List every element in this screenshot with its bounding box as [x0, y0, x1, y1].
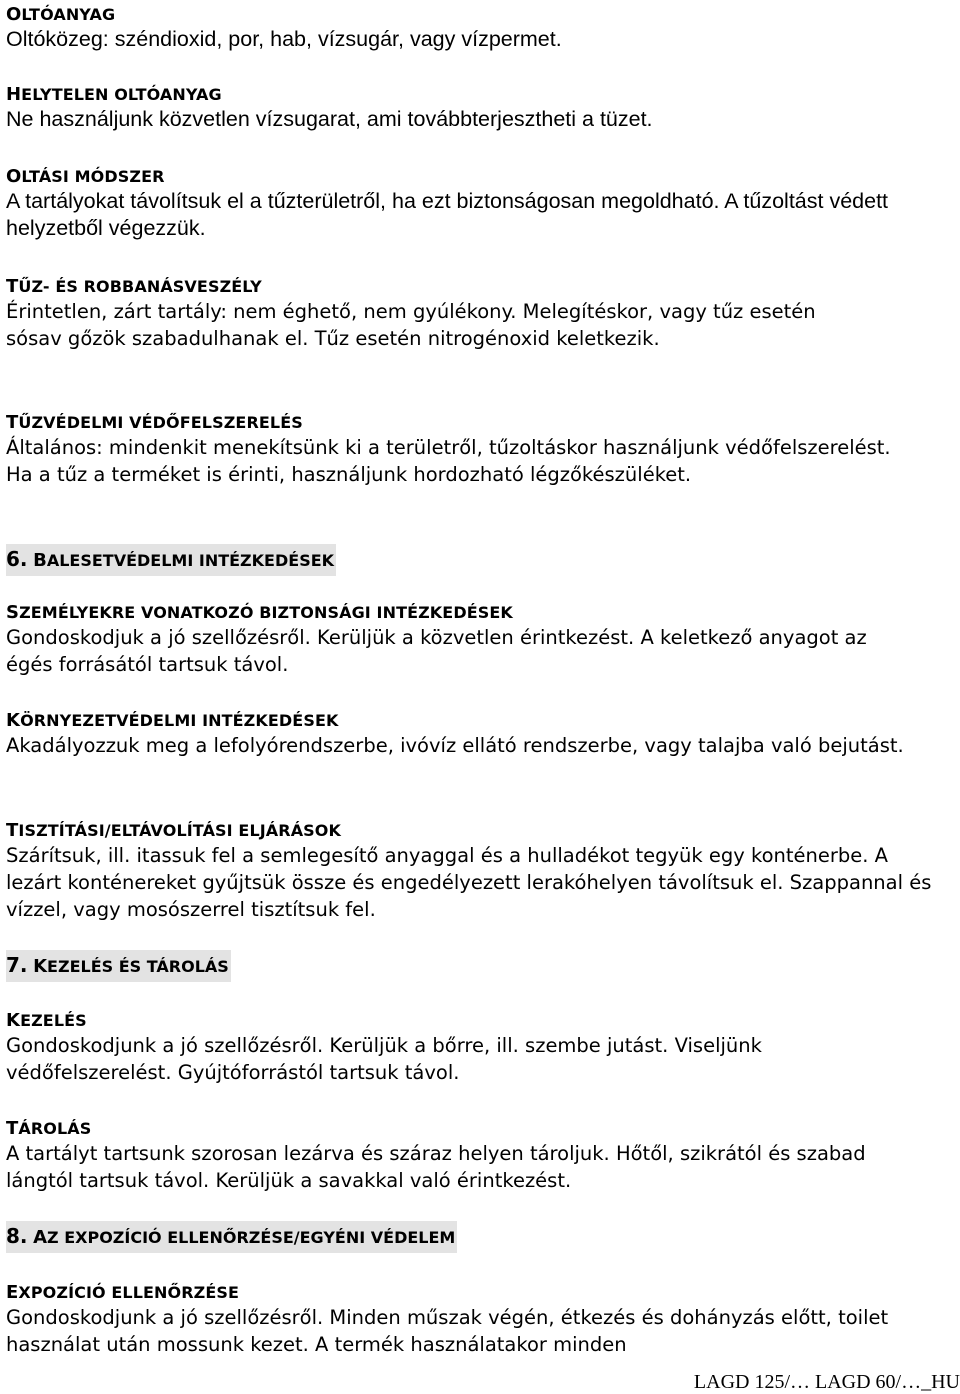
section-heading: OLTÓANYAG	[6, 4, 116, 25]
section-extinguishing-method	[6, 166, 952, 242]
section-fire-protection-equipment	[6, 412, 952, 488]
section-heading: TÁROLÁS	[6, 1118, 92, 1139]
section-handling	[6, 1010, 952, 1086]
section-extinguishing-media	[6, 4, 952, 53]
section-text: Oltóközeg: széndioxid, por, hab, vízsugár, vagy vízpermet.	[6, 27, 562, 51]
section-heading: OLTÁSI MÓDSZER	[6, 166, 165, 187]
section-exposure-controls	[6, 1282, 952, 1358]
section-environmental-precautions	[6, 710, 952, 759]
section-heading: EXPOZÍCIÓ ELLENŐRZÉSE	[6, 1282, 240, 1303]
section-fire-explosion-hazard	[6, 276, 952, 352]
page-footer: LAGD 125/… LAGD 60/…_HU	[693, 1371, 960, 1393]
section-personal-precautions	[6, 602, 952, 678]
section-text: Gondoskodjunk a jó szellőzésről. Kerüljük a bőrre, ill. szembe jutást. Viseljünk védőfelszerelést. Gyújtóforrástól tartsuk távol.	[6, 1034, 762, 1084]
section-heading: KÖRNYEZETVÉDELMI INTÉZKEDÉSEK	[6, 710, 339, 731]
section-text: A tartályt tartsunk szorosan lezárva és száraz helyen tároljuk. Hőtől, szikrától és szabad lángtól tartsuk távol. Kerüljük a savakkal való érintkezést.	[6, 1142, 866, 1192]
section-storage	[6, 1118, 952, 1194]
section-heading: HELYTELEN OLTÓANYAG	[6, 84, 222, 105]
section-text: Érintetlen, zárt tartály: nem éghető, nem gyúlékony. Melegítéskor, vagy tűz esetén sósav gőzök szabadulhanak el. Tűz esetén nitrogénoxid keletkezik.	[6, 300, 816, 350]
chapter-8-heading	[6, 1221, 952, 1253]
chapter-banner: 8. AZ EXPOZÍCIÓ ELLENŐRZÉSE/EGYÉNI VÉDELEM	[6, 1221, 457, 1253]
section-unsuitable-media	[6, 84, 952, 133]
section-text: Általános: mindenkit menekítsünk ki a területről, tűzoltáskor használjunk védőfelszerelést. Ha a tűz a terméket is érinti, használjunk hordozható légzőkészüléket.	[6, 436, 891, 486]
section-heading: SZEMÉLYEKRE VONATKOZÓ BIZTONSÁGI INTÉZKEDÉSEK	[6, 602, 513, 623]
chapter-6-heading	[6, 544, 952, 576]
section-text: A tartályokat távolítsuk el a tűzterületről, ha ezt biztonságosan megoldható. A tűzoltást védett helyzetből végezzük.	[6, 189, 889, 240]
section-heading: TISZTÍTÁSI/ELTÁVOLÍTÁSI ELJÁRÁSOK	[6, 820, 341, 841]
section-text: Akadályozzuk meg a lefolyórendszerbe, ivóvíz ellátó rendszerbe, vagy talajba való bejutást.	[6, 734, 904, 757]
section-heading: TŰZVÉDELMI VÉDŐFELSZERELÉS	[6, 412, 303, 433]
section-cleanup-methods	[6, 820, 952, 923]
section-text: Gondoskodjuk a jó szellőzésről. Kerüljük a közvetlen érintkezést. A keletkező anyagot az égés forrásától tartsuk távol.	[6, 626, 867, 676]
chapter-banner: 6. BALESETVÉDELMI INTÉZKEDÉSEK	[6, 544, 336, 576]
section-heading: KEZELÉS	[6, 1010, 87, 1031]
section-text: Ne használjunk közvetlen vízsugarat, ami továbbterjesztheti a tüzet.	[6, 107, 653, 131]
chapter-banner: 7. KEZELÉS ÉS TÁROLÁS	[6, 950, 231, 982]
section-text: Gondoskodjunk a jó szellőzésről. Minden műszak végén, étkezés és dohányzás előtt, toilet használat után mossunk kezet. A termék használatakor minden	[6, 1306, 889, 1356]
section-heading: TŰZ- ÉS ROBBANÁSVESZÉLY	[6, 276, 262, 297]
section-text: Szárítsuk, ill. itassuk fel a semlegesítő anyaggal és a hulladékot tegyük egy konténerbe. A lezárt konténereket gyűjtsük össze és engedélyezett lerakóhelyen távolítsuk el. Szappannal és vízzel, vagy mosószerrel tisztítsuk fel.	[6, 844, 932, 921]
chapter-7-heading	[6, 950, 952, 982]
